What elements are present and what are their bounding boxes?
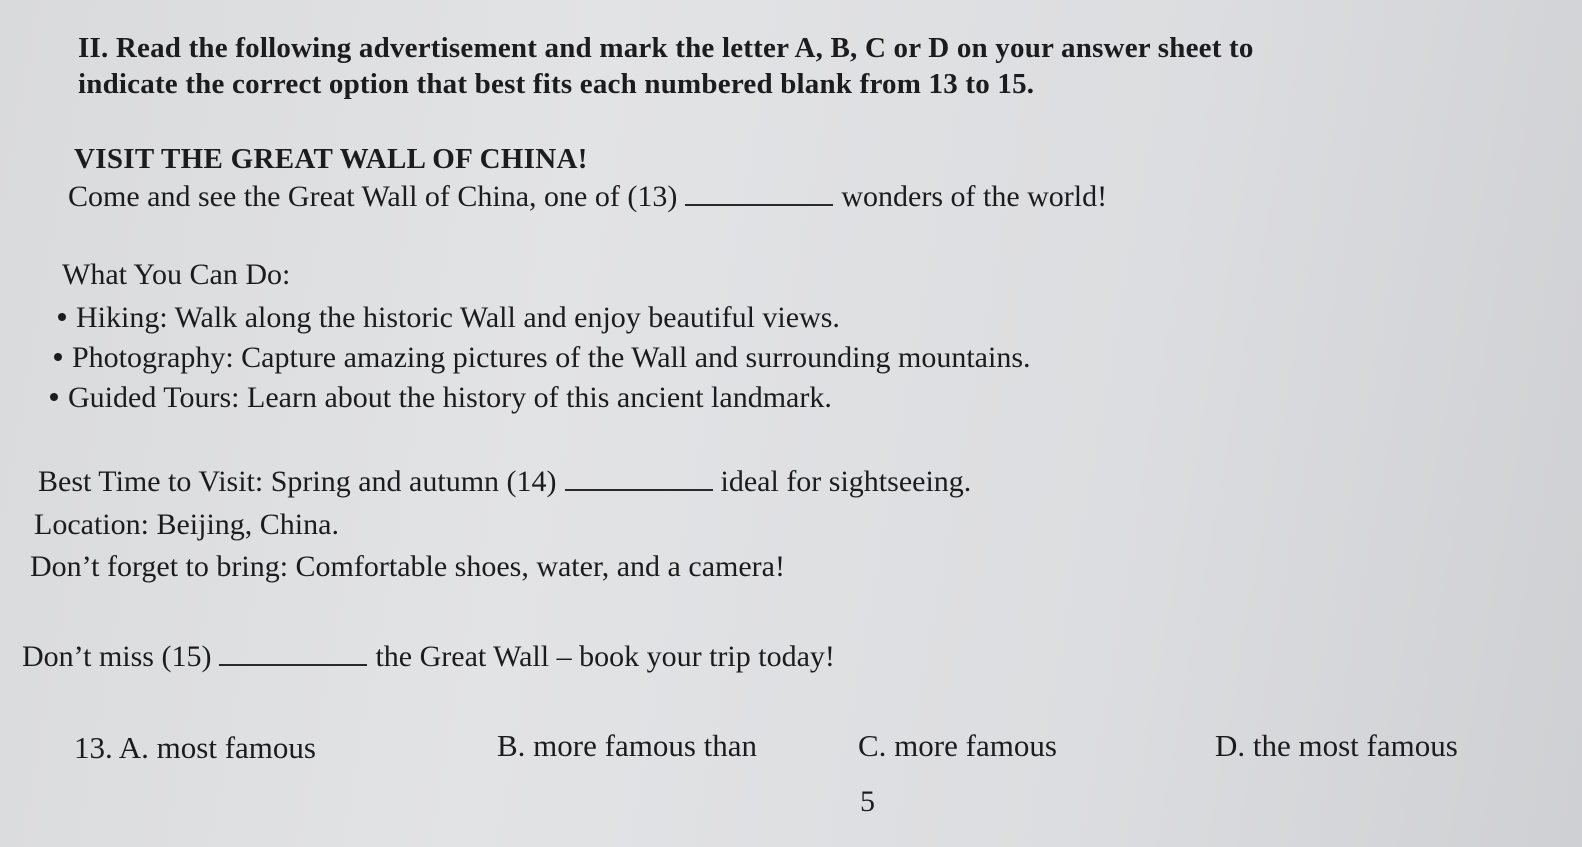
ad-title: VISIT THE GREAT WALL OF CHINA!: [74, 143, 588, 175]
location: Location: Beijing, China.: [34, 508, 339, 541]
closing-before: Don’t miss (15): [22, 640, 212, 673]
bullet-icon: [58, 313, 66, 321]
option-13-b: B. more famous than: [497, 728, 758, 763]
option-13-d: D. the most famous: [1215, 728, 1458, 763]
ad-intro-before: Come and see the Great Wall of China, one of (13): [68, 180, 678, 213]
option-13-a: 13. A. most famous: [74, 730, 316, 765]
ad-intro: [68, 182, 1107, 212]
activity-item: [54, 343, 1031, 373]
activities-heading: What You Can Do:: [62, 258, 291, 291]
best-time: [38, 467, 971, 497]
ad-intro-after: wonders of the world!: [841, 180, 1108, 213]
activity-text: Photography: Capture amazing pictures of the Wall and surrounding mountains.: [72, 341, 1031, 374]
blank-14: [565, 467, 713, 491]
bullet-icon: [54, 353, 62, 361]
blank-13: [685, 182, 833, 206]
closing-line: [22, 642, 835, 672]
best-time-after: ideal for sightseeing.: [720, 465, 972, 498]
best-time-before: Best Time to Visit: Spring and autumn (14): [38, 465, 557, 498]
option-13-c: C. more famous: [858, 728, 1057, 763]
activity-item: [58, 303, 840, 333]
bullet-icon: [50, 393, 58, 401]
blank-15: [219, 642, 367, 666]
page-number: 5: [860, 785, 875, 818]
instructions-line-1: II. Read the following advertisement and mark the letter A, B, C or D on your answer sheet to: [78, 32, 1254, 64]
activity-text: Guided Tours: Learn about the history of this ancient landmark.: [68, 381, 832, 414]
activity-text: Hiking: Walk along the historic Wall and enjoy beautiful views.: [76, 301, 840, 334]
instructions-line-2: indicate the correct option that best fits each numbered blank from 13 to 15.: [78, 68, 1035, 100]
bring-list: Don’t forget to bring: Comfortable shoes, water, and a camera!: [30, 550, 785, 583]
closing-after: the Great Wall – book your trip today!: [375, 640, 835, 673]
activity-item: [50, 383, 832, 413]
